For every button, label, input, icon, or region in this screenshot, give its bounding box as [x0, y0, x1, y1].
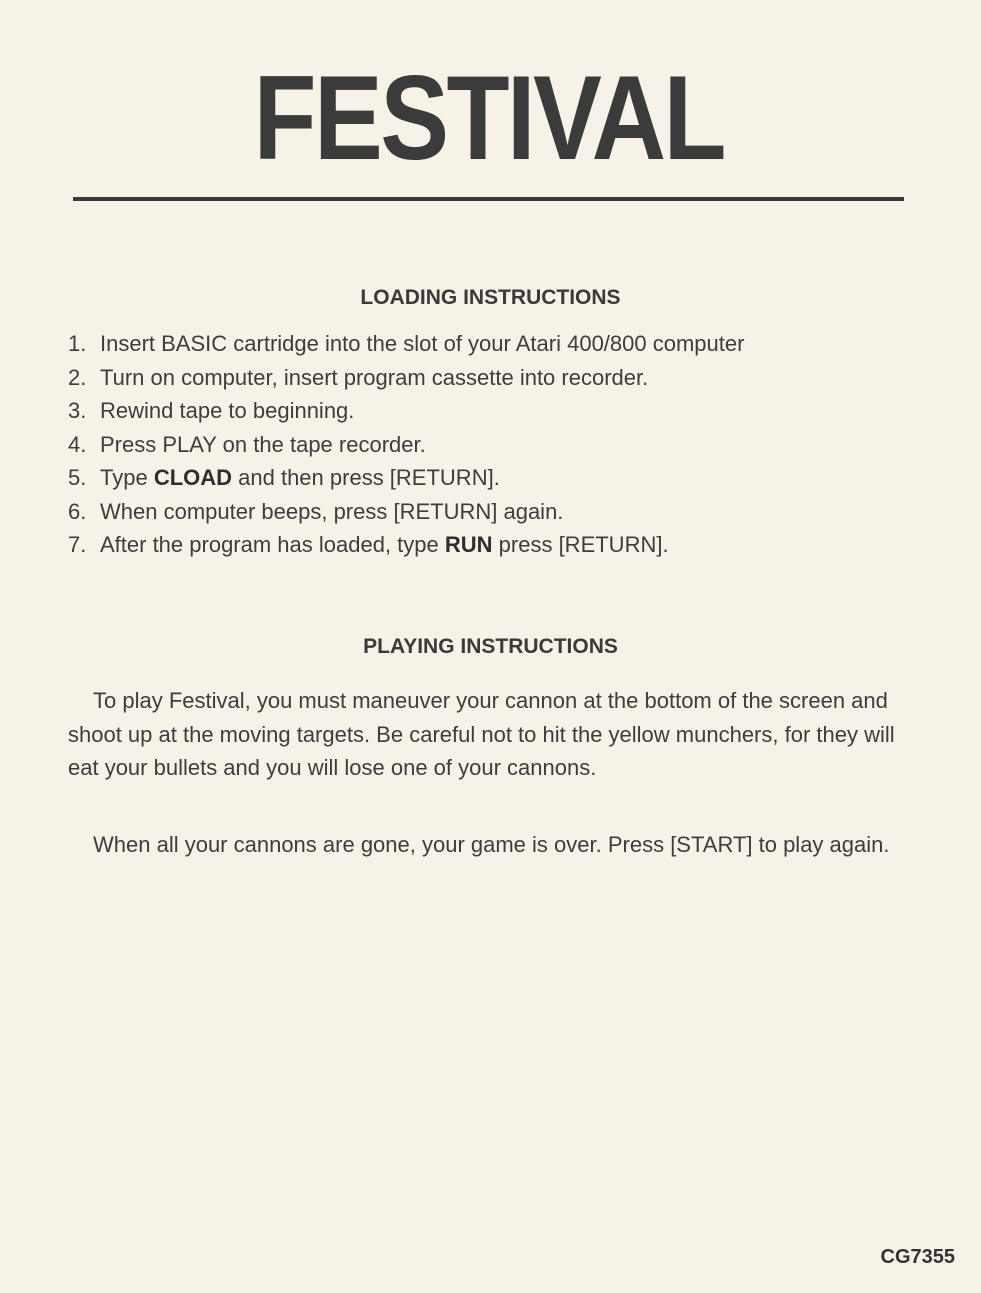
playing-instructions-heading: PLAYING INSTRUCTIONS — [363, 635, 618, 658]
step-text: Insert BASIC cartridge into the slot of your Atari 400/800 computer — [100, 331, 745, 356]
loading-step — [68, 428, 928, 462]
loading-step — [68, 394, 928, 428]
command-cload: CLOAD — [153, 465, 233, 490]
catalog-code: CG7355 — [880, 1246, 955, 1268]
step-number: 7. — [68, 532, 87, 557]
step-text: Type CLOAD and then press [RETURN]. — [100, 465, 500, 490]
step-number: 3. — [68, 398, 87, 423]
command-run: RUN — [444, 532, 493, 557]
loading-step — [68, 528, 928, 562]
step-text: When computer beeps, press [RETURN] again. — [100, 498, 564, 524]
step-number: 5. — [68, 465, 87, 490]
game-title: FESTIVAL — [253, 51, 725, 185]
loading-step — [68, 361, 928, 395]
step-number: 6. — [68, 498, 87, 524]
loading-step — [68, 327, 928, 361]
step-text: After the program has loaded, type RUN press [RETURN]. — [100, 532, 669, 557]
loading-step — [68, 495, 928, 529]
playing-paragraph: When all your cannons are gone, your game is over. Press [START] to play again. — [93, 832, 890, 857]
loading-instructions-heading: LOADING INSTRUCTIONS — [360, 286, 621, 309]
loading-steps-list — [68, 327, 928, 562]
step-number: 4. — [68, 431, 87, 457]
step-text: Rewind tape to beginning. — [100, 398, 355, 423]
loading-step — [68, 461, 928, 495]
step-number: 1. — [68, 331, 87, 356]
title-divider — [73, 197, 904, 201]
step-text: Press PLAY on the tape recorder. — [100, 431, 426, 457]
playing-paragraph: To play Festival, you must maneuver your cannon at the bottom of the screen and shoot up at the moving targets. Be careful not to hit the yellow munchers, for they will eat your bullets and you will lose one of your cannons. — [68, 688, 895, 780]
step-text: Turn on computer, insert program cassette into recorder. — [100, 364, 649, 390]
step-number: 2. — [68, 364, 87, 390]
